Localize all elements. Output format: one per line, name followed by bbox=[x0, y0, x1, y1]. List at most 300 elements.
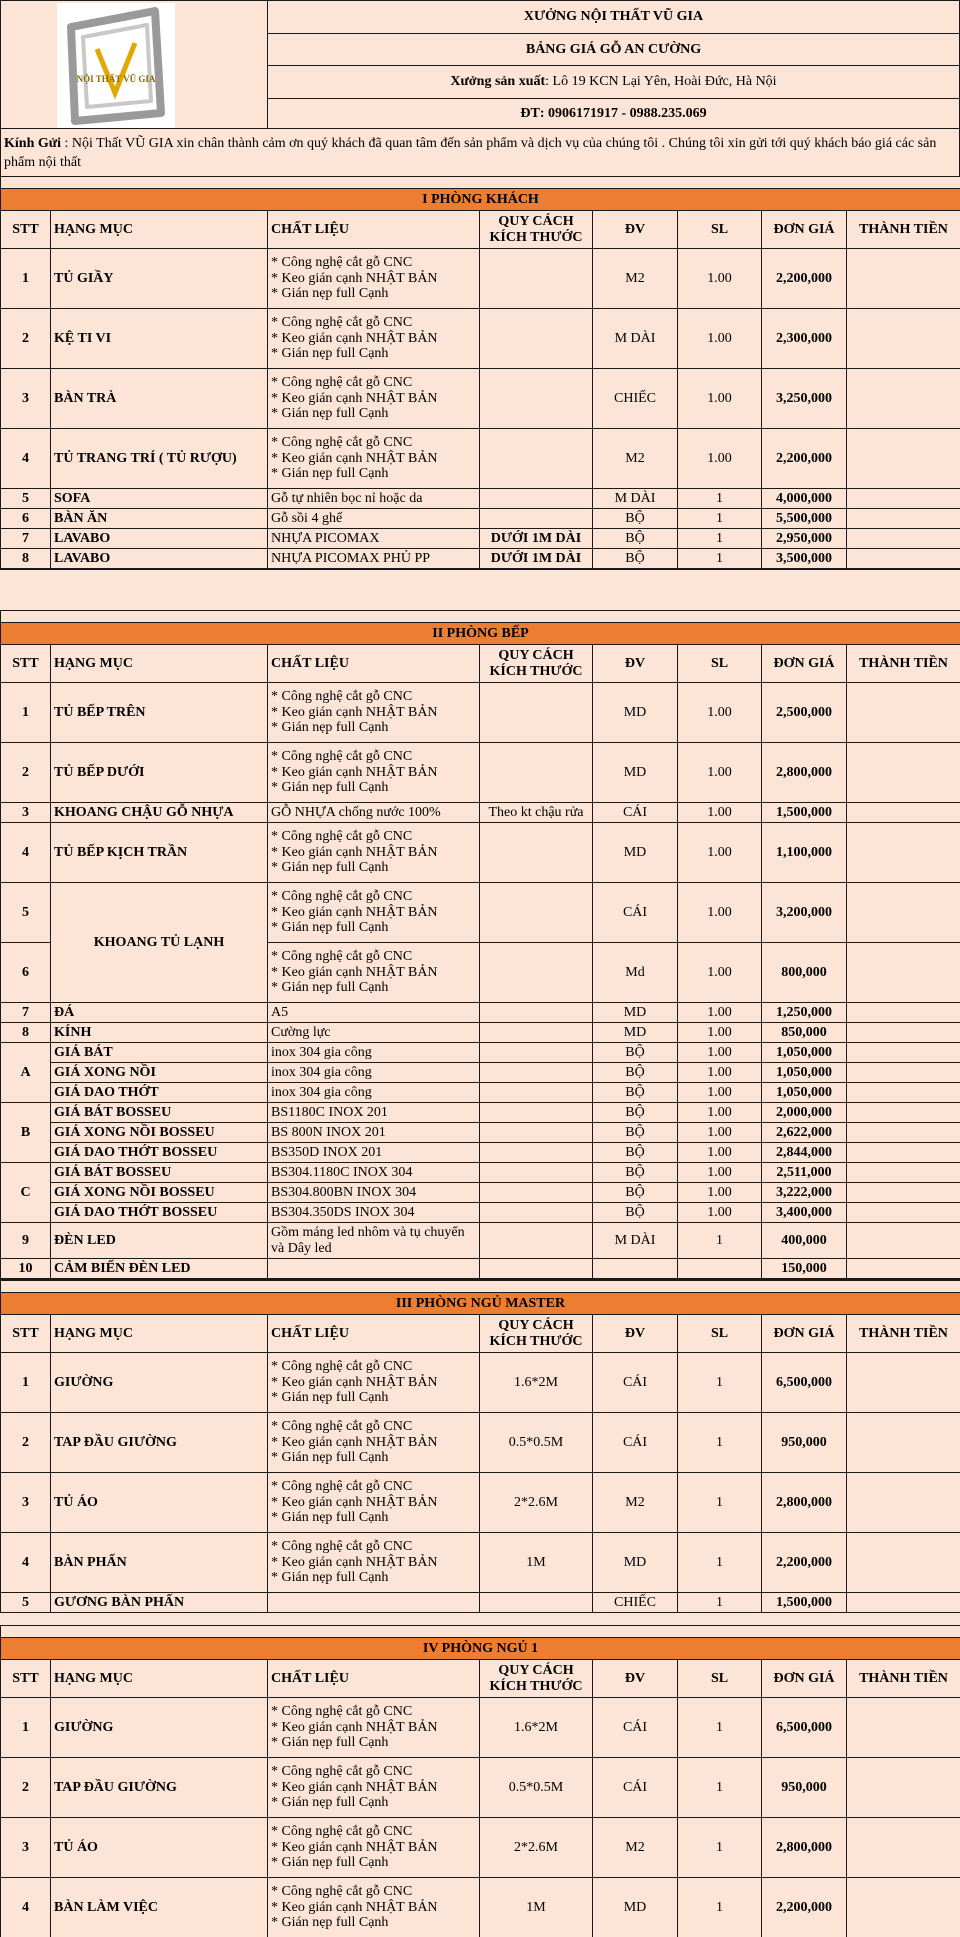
spec-cell bbox=[479, 942, 593, 1003]
column-header: CHẤT LIỆU bbox=[267, 210, 480, 249]
price-cell: 2,200,000 bbox=[761, 1532, 847, 1593]
material-cell: Gỗ sồi 4 ghế bbox=[267, 508, 480, 529]
spec-cell: 2*2.6M bbox=[479, 1472, 593, 1533]
item-name-cell: ĐÈN LED bbox=[50, 1222, 268, 1259]
material-line: * Gián nẹp full Cạnh bbox=[271, 346, 389, 362]
item-name-cell: TỦ GIẦY bbox=[50, 248, 268, 309]
column-header: HẠNG MỤC bbox=[50, 1314, 268, 1353]
material-cell bbox=[267, 682, 480, 743]
price-cell: 1,050,000 bbox=[761, 1082, 847, 1103]
item-name-cell: KHOANG TỦ LẠNH bbox=[50, 882, 268, 1003]
material-cell bbox=[267, 1352, 480, 1413]
unit-cell: MD bbox=[592, 822, 678, 883]
stt-cell: 5 bbox=[0, 488, 51, 509]
material-cell bbox=[267, 1472, 480, 1533]
material-line: * Công nghệ cắt gỗ CNC bbox=[271, 1883, 413, 1899]
unit-cell: BỘ bbox=[592, 1122, 678, 1143]
material-cell: NHỰA PICOMAX bbox=[267, 528, 480, 549]
spec-cell bbox=[479, 1202, 593, 1223]
item-name-cell: LAVABO bbox=[50, 528, 268, 549]
spec-cell: 1M bbox=[479, 1877, 593, 1937]
material-line: * Công nghệ cắt gỗ CNC bbox=[271, 1478, 413, 1494]
item-name-cell: GIƯỜNG bbox=[50, 1352, 268, 1413]
stt-cell: 3 bbox=[0, 1472, 51, 1533]
material-cell: inox 304 gia công bbox=[267, 1062, 480, 1083]
price-cell: 2,511,000 bbox=[761, 1162, 847, 1183]
item-name-cell: TỦ BẾP TRÊN bbox=[50, 682, 268, 743]
unit-cell: CÁI bbox=[592, 882, 678, 943]
total-cell bbox=[846, 1817, 960, 1878]
total-cell bbox=[846, 428, 960, 489]
material-line: * Gián nẹp full Cạnh bbox=[271, 1855, 389, 1871]
stt-cell: 1 bbox=[0, 682, 51, 743]
unit-cell: BỘ bbox=[592, 1102, 678, 1123]
spec-cell: 1.6*2M bbox=[479, 1697, 593, 1758]
unit-cell: BỘ bbox=[592, 508, 678, 529]
total-cell bbox=[846, 822, 960, 883]
total-cell bbox=[846, 1122, 960, 1143]
material-line: * Keo gián cạnh NHẬT BẢN bbox=[271, 1374, 438, 1390]
qty-cell: 1 bbox=[677, 1472, 762, 1533]
price-cell: 2,622,000 bbox=[761, 1122, 847, 1143]
column-header: ĐV bbox=[592, 1659, 678, 1698]
total-cell bbox=[846, 528, 960, 549]
price-cell: 3,222,000 bbox=[761, 1182, 847, 1203]
section-title: II PHÒNG BẾP bbox=[0, 622, 960, 645]
unit-cell: M DÀI bbox=[592, 488, 678, 509]
column-header: SL bbox=[677, 210, 762, 249]
material-line: * Keo gián cạnh NHẬT BẢN bbox=[271, 704, 438, 720]
material-cell: inox 304 gia công bbox=[267, 1042, 480, 1063]
qty-cell: 1 bbox=[677, 1532, 762, 1593]
material-cell bbox=[267, 1877, 480, 1937]
stt-cell: 9 bbox=[0, 1222, 51, 1259]
item-name-cell: ĐÁ bbox=[50, 1002, 268, 1023]
price-cell: 1,100,000 bbox=[761, 822, 847, 883]
material-line: * Gián nẹp full Cạnh bbox=[271, 1915, 389, 1931]
material-cell bbox=[267, 308, 480, 369]
item-name-cell: KÍNH bbox=[50, 1022, 268, 1043]
item-name-cell: GIÁ BÁT BOSSEU bbox=[50, 1102, 268, 1123]
stt-cell: 2 bbox=[0, 1757, 51, 1818]
material-line: * Gián nẹp full Cạnh bbox=[271, 1390, 389, 1406]
material-cell: BS304.800BN INOX 304 bbox=[267, 1182, 480, 1203]
total-cell bbox=[846, 1062, 960, 1083]
spec-cell: DƯỚI 1M DÀI bbox=[479, 548, 593, 569]
material-line: * Gián nẹp full Cạnh bbox=[271, 406, 389, 422]
total-cell bbox=[846, 1002, 960, 1023]
qty-cell: 1 bbox=[677, 548, 762, 569]
total-cell bbox=[846, 1202, 960, 1223]
material-line: * Công nghệ cắt gỗ CNC bbox=[271, 1703, 413, 1719]
price-cell: 6,500,000 bbox=[761, 1697, 847, 1758]
qty-cell: 1.00 bbox=[677, 1202, 762, 1223]
total-cell bbox=[846, 802, 960, 823]
material-line: * Keo gián cạnh NHẬT BẢN bbox=[271, 904, 438, 920]
unit-cell: Md bbox=[592, 942, 678, 1003]
qty-cell: 1 bbox=[677, 1352, 762, 1413]
unit-cell: M DÀI bbox=[592, 308, 678, 369]
material-cell bbox=[267, 1592, 480, 1613]
stt-cell: 2 bbox=[0, 742, 51, 803]
total-cell bbox=[846, 882, 960, 943]
material-line: * Keo gián cạnh NHẬT BẢN bbox=[271, 1494, 438, 1510]
item-name-cell: CẢM BIẾN ĐÈN LED bbox=[50, 1258, 268, 1279]
price-cell: 2,200,000 bbox=[761, 428, 847, 489]
spec-cell bbox=[479, 1042, 593, 1063]
spec-cell bbox=[479, 682, 593, 743]
qty-cell: 1 bbox=[677, 1222, 762, 1259]
item-name-cell: GIÁ DAO THỚT bbox=[50, 1082, 268, 1103]
stt-cell: 1 bbox=[0, 1352, 51, 1413]
unit-cell: CÁI bbox=[592, 1412, 678, 1473]
column-header: STT bbox=[0, 210, 51, 249]
item-name-cell: GIÁ XONG NỒI BOSSEU bbox=[50, 1122, 268, 1143]
material-cell bbox=[267, 368, 480, 429]
item-name-cell: GIƯỜNG bbox=[50, 1697, 268, 1758]
qty-cell: 1 bbox=[677, 488, 762, 509]
price-cell: 2,800,000 bbox=[761, 742, 847, 803]
unit-cell: M2 bbox=[592, 248, 678, 309]
spec-cell bbox=[479, 1122, 593, 1143]
spec-cell: 0.5*0.5M bbox=[479, 1757, 593, 1818]
material-line: * Gián nẹp full Cạnh bbox=[271, 466, 389, 482]
column-header: HẠNG MỤC bbox=[50, 210, 268, 249]
column-header: ĐƠN GIÁ bbox=[761, 210, 847, 249]
material-cell bbox=[267, 1412, 480, 1473]
stt-cell: C bbox=[0, 1162, 51, 1223]
item-name-cell: TỦ ÁO bbox=[50, 1817, 268, 1878]
qty-cell: 1.00 bbox=[677, 1122, 762, 1143]
qty-cell: 1.00 bbox=[677, 1182, 762, 1203]
qty-cell: 1.00 bbox=[677, 942, 762, 1003]
item-name-cell: LAVABO bbox=[50, 548, 268, 569]
item-name-cell: TỦ BẾP KỊCH TRẦN bbox=[50, 822, 268, 883]
unit-cell: BỘ bbox=[592, 1182, 678, 1203]
spec-cell: 1.6*2M bbox=[479, 1352, 593, 1413]
price-cell: 150,000 bbox=[761, 1258, 847, 1279]
material-line: * Công nghệ cắt gỗ CNC bbox=[271, 828, 413, 844]
price-cell: 4,000,000 bbox=[761, 488, 847, 509]
price-cell: 950,000 bbox=[761, 1412, 847, 1473]
unit-cell: MD bbox=[592, 742, 678, 803]
material-line: * Keo gián cạnh NHẬT BẢN bbox=[271, 1899, 438, 1915]
total-cell bbox=[846, 1412, 960, 1473]
total-cell bbox=[846, 548, 960, 569]
material-cell bbox=[267, 1697, 480, 1758]
material-line: * Keo gián cạnh NHẬT BẢN bbox=[271, 764, 438, 780]
material-line: * Công nghệ cắt gỗ CNC bbox=[271, 434, 413, 450]
material-cell: BS350D INOX 201 bbox=[267, 1142, 480, 1163]
price-cell: 2,500,000 bbox=[761, 682, 847, 743]
pricelist-title: BẢNG GIÁ GỖ AN CƯỜNG bbox=[267, 33, 960, 66]
spec-cell bbox=[479, 368, 593, 429]
total-cell bbox=[846, 1877, 960, 1937]
total-cell bbox=[846, 1472, 960, 1533]
stt-cell: 4 bbox=[0, 1877, 51, 1937]
material-cell bbox=[267, 1817, 480, 1878]
qty-cell: 1.00 bbox=[677, 1102, 762, 1123]
material-cell bbox=[267, 742, 480, 803]
spec-cell bbox=[479, 1002, 593, 1023]
column-header: THÀNH TIỀN bbox=[846, 210, 960, 249]
section-title: III PHÒNG NGỦ MASTER bbox=[0, 1292, 960, 1315]
column-header: CHẤT LIỆU bbox=[267, 644, 480, 683]
stt-cell: 3 bbox=[0, 802, 51, 823]
total-cell bbox=[846, 682, 960, 743]
material-line: * Công nghệ cắt gỗ CNC bbox=[271, 374, 413, 390]
qty-cell: 1.00 bbox=[677, 822, 762, 883]
material-line: * Công nghệ cắt gỗ CNC bbox=[271, 1763, 413, 1779]
item-name-cell: TỦ TRANG TRÍ ( TỦ RƯỢU) bbox=[50, 428, 268, 489]
material-line: * Keo gián cạnh NHẬT BẢN bbox=[271, 390, 438, 406]
stt-cell: 10 bbox=[0, 1258, 51, 1279]
stt-cell: 7 bbox=[0, 1002, 51, 1023]
price-cell: 3,200,000 bbox=[761, 882, 847, 943]
spec-cell bbox=[479, 1592, 593, 1613]
stt-cell: 4 bbox=[0, 822, 51, 883]
logo-wordmark: NỘI THẤT VŨ GIA bbox=[76, 73, 156, 84]
qty-cell: 1 bbox=[677, 1412, 762, 1473]
price-cell: 6,500,000 bbox=[761, 1352, 847, 1413]
material-cell bbox=[267, 1258, 480, 1279]
price-cell: 3,250,000 bbox=[761, 368, 847, 429]
column-header: THÀNH TIỀN bbox=[846, 1659, 960, 1698]
unit-cell: BỘ bbox=[592, 1162, 678, 1183]
total-cell bbox=[846, 1042, 960, 1063]
spec-cell bbox=[479, 1082, 593, 1103]
unit-cell: M2 bbox=[592, 1817, 678, 1878]
total-cell bbox=[846, 488, 960, 509]
column-header: STT bbox=[0, 1314, 51, 1353]
unit-cell: BỘ bbox=[592, 1062, 678, 1083]
material-cell bbox=[267, 248, 480, 309]
total-cell bbox=[846, 368, 960, 429]
item-name-cell: GIÁ DAO THỚT BOSSEU bbox=[50, 1202, 268, 1223]
company-logo bbox=[57, 3, 175, 128]
total-cell bbox=[846, 1162, 960, 1183]
item-name-cell: TỦ BẾP DƯỚI bbox=[50, 742, 268, 803]
price-cell: 2,200,000 bbox=[761, 248, 847, 309]
material-cell: Gỗ tự nhiên bọc nỉ hoặc da bbox=[267, 488, 480, 509]
price-cell: 3,500,000 bbox=[761, 548, 847, 569]
spec-cell bbox=[479, 882, 593, 943]
item-name-cell: GIÁ DAO THỚT BOSSEU bbox=[50, 1142, 268, 1163]
total-cell bbox=[846, 1102, 960, 1123]
column-header: QUY CÁCH KÍCH THƯỚC bbox=[479, 1659, 593, 1698]
material-line: * Công nghệ cắt gỗ CNC bbox=[271, 748, 413, 764]
total-cell bbox=[846, 1592, 960, 1613]
unit-cell: MD bbox=[592, 1002, 678, 1023]
total-cell bbox=[846, 1082, 960, 1103]
section-title: IV PHÒNG NGỦ 1 bbox=[0, 1637, 960, 1660]
item-name-cell: GIÁ BÁT bbox=[50, 1042, 268, 1063]
column-header: ĐƠN GIÁ bbox=[761, 1659, 847, 1698]
material-line: * Gián nẹp full Cạnh bbox=[271, 1735, 389, 1751]
column-header: HẠNG MỤC bbox=[50, 644, 268, 683]
spec-cell bbox=[479, 1258, 593, 1279]
column-header: THÀNH TIỀN bbox=[846, 644, 960, 683]
material-cell bbox=[267, 822, 480, 883]
stt-cell: 8 bbox=[0, 1022, 51, 1043]
stt-cell: 4 bbox=[0, 428, 51, 489]
total-cell bbox=[846, 1142, 960, 1163]
unit-cell: BỘ bbox=[592, 1082, 678, 1103]
spec-cell bbox=[479, 742, 593, 803]
material-line: * Công nghệ cắt gỗ CNC bbox=[271, 314, 413, 330]
price-cell: 400,000 bbox=[761, 1222, 847, 1259]
stt-cell: 2 bbox=[0, 308, 51, 369]
stt-cell: 1 bbox=[0, 1697, 51, 1758]
qty-cell: 1.00 bbox=[677, 248, 762, 309]
unit-cell: CÁI bbox=[592, 1352, 678, 1413]
price-cell: 800,000 bbox=[761, 942, 847, 1003]
spec-cell bbox=[479, 822, 593, 883]
price-cell: 2,300,000 bbox=[761, 308, 847, 369]
item-name-cell: GIÁ XONG NỒI bbox=[50, 1062, 268, 1083]
material-line: * Gián nẹp full Cạnh bbox=[271, 1510, 389, 1526]
qty-cell: 1.00 bbox=[677, 682, 762, 743]
column-header: ĐV bbox=[592, 1314, 678, 1353]
unit-cell: CÁI bbox=[592, 1697, 678, 1758]
stt-cell: 3 bbox=[0, 368, 51, 429]
stt-cell: 8 bbox=[0, 548, 51, 569]
stt-cell: A bbox=[0, 1042, 51, 1103]
column-header: SL bbox=[677, 644, 762, 683]
spec-cell bbox=[479, 1162, 593, 1183]
stt-cell: 7 bbox=[0, 528, 51, 549]
price-cell: 1,250,000 bbox=[761, 1002, 847, 1023]
material-cell: BS304.350DS INOX 304 bbox=[267, 1202, 480, 1223]
price-cell: 950,000 bbox=[761, 1757, 847, 1818]
total-cell bbox=[846, 248, 960, 309]
material-line: * Keo gián cạnh NHẬT BẢN bbox=[271, 1839, 438, 1855]
item-name-cell: KHOANG CHẬU GỖ NHỰA bbox=[50, 802, 268, 823]
material-line: * Keo gián cạnh NHẬT BẢN bbox=[271, 270, 438, 286]
material-cell: Gồm máng led nhôm và tụ chuyển và Dây led bbox=[267, 1222, 480, 1259]
total-cell bbox=[846, 742, 960, 803]
item-name-cell: GIÁ XONG NỒI BOSSEU bbox=[50, 1182, 268, 1203]
material-cell bbox=[267, 428, 480, 489]
item-name-cell: BÀN TRÀ bbox=[50, 368, 268, 429]
price-cell: 1,050,000 bbox=[761, 1062, 847, 1083]
material-cell: BS1180C INOX 201 bbox=[267, 1102, 480, 1123]
spec-cell bbox=[479, 488, 593, 509]
price-cell: 2,800,000 bbox=[761, 1472, 847, 1533]
material-cell: BS 800N INOX 201 bbox=[267, 1122, 480, 1143]
material-line: * Keo gián cạnh NHẬT BẢN bbox=[271, 450, 438, 466]
item-name-cell: BÀN ĂN bbox=[50, 508, 268, 529]
spec-cell bbox=[479, 1022, 593, 1043]
total-cell bbox=[846, 1532, 960, 1593]
phone-label: ĐT bbox=[520, 105, 540, 121]
qty-cell: 1.00 bbox=[677, 1002, 762, 1023]
unit-cell: MD bbox=[592, 682, 678, 743]
column-header: SL bbox=[677, 1314, 762, 1353]
material-cell: A5 bbox=[267, 1002, 480, 1023]
spec-cell: 0.5*0.5M bbox=[479, 1412, 593, 1473]
price-cell: 850,000 bbox=[761, 1022, 847, 1043]
stt-cell: 4 bbox=[0, 1532, 51, 1593]
factory-address bbox=[267, 65, 960, 99]
greeting-label: Kính Gửi bbox=[4, 136, 62, 151]
material-line: * Gián nẹp full Cạnh bbox=[271, 1450, 389, 1466]
material-line: * Gián nẹp full Cạnh bbox=[271, 1795, 389, 1811]
price-cell: 2,950,000 bbox=[761, 528, 847, 549]
stt-cell: 5 bbox=[0, 1592, 51, 1613]
qty-cell: 1.00 bbox=[677, 882, 762, 943]
logo-emblem-icon bbox=[57, 3, 175, 128]
stt-cell: 5 bbox=[0, 882, 51, 943]
spacer-row bbox=[0, 568, 960, 570]
material-cell: NHỰA PICOMAX PHỦ PP bbox=[267, 548, 480, 569]
column-header: CHẤT LIỆU bbox=[267, 1659, 480, 1698]
material-line: * Gián nẹp full Cạnh bbox=[271, 780, 389, 796]
spec-cell bbox=[479, 248, 593, 309]
spec-cell: 1M bbox=[479, 1532, 593, 1593]
unit-cell: CHIẾC bbox=[592, 1592, 678, 1613]
stt-cell: 3 bbox=[0, 1817, 51, 1878]
material-cell bbox=[267, 882, 480, 943]
column-header: QUY CÁCH KÍCH THƯỚC bbox=[479, 210, 593, 249]
material-cell: BS304.1180C INOX 304 bbox=[267, 1162, 480, 1183]
stt-cell: 1 bbox=[0, 248, 51, 309]
stt-cell: 6 bbox=[0, 508, 51, 529]
qty-cell: 1.00 bbox=[677, 428, 762, 489]
material-line: * Công nghệ cắt gỗ CNC bbox=[271, 1418, 413, 1434]
total-cell bbox=[846, 1757, 960, 1818]
spec-cell bbox=[479, 1182, 593, 1203]
factory-label: Xưởng sản xuất bbox=[450, 74, 546, 90]
material-line: * Gián nẹp full Cạnh bbox=[271, 980, 389, 996]
material-line: * Công nghệ cắt gỗ CNC bbox=[271, 888, 413, 904]
material-line: * Công nghệ cắt gỗ CNC bbox=[271, 1538, 413, 1554]
material-line: * Keo gián cạnh NHẬT BẢN bbox=[271, 330, 438, 346]
item-name-cell: SOFA bbox=[50, 488, 268, 509]
qty-cell: 1.00 bbox=[677, 1062, 762, 1083]
unit-cell: CÁI bbox=[592, 1757, 678, 1818]
spec-cell bbox=[479, 428, 593, 489]
total-cell bbox=[846, 1697, 960, 1758]
material-cell: inox 304 gia công bbox=[267, 1082, 480, 1103]
column-header: STT bbox=[0, 644, 51, 683]
spec-cell bbox=[479, 1222, 593, 1259]
unit-cell: BỘ bbox=[592, 528, 678, 549]
price-cell: 5,500,000 bbox=[761, 508, 847, 529]
material-line: * Keo gián cạnh NHẬT BẢN bbox=[271, 1554, 438, 1570]
column-header: ĐV bbox=[592, 644, 678, 683]
phone-value: : 0906171917 - 0988.235.069 bbox=[539, 105, 707, 121]
column-header: ĐƠN GIÁ bbox=[761, 1314, 847, 1353]
qty-cell bbox=[677, 1258, 762, 1279]
qty-cell: 1 bbox=[677, 1817, 762, 1878]
stt-cell: 6 bbox=[0, 942, 51, 1003]
qty-cell: 1.00 bbox=[677, 1162, 762, 1183]
material-line: * Công nghệ cắt gỗ CNC bbox=[271, 948, 413, 964]
material-cell: Cường lực bbox=[267, 1022, 480, 1043]
stt-cell: B bbox=[0, 1102, 51, 1163]
price-cell: 2,000,000 bbox=[761, 1102, 847, 1123]
total-cell bbox=[846, 1182, 960, 1203]
material-line: * Keo gián cạnh NHẬT BẢN bbox=[271, 844, 438, 860]
item-name-cell: BÀN LÀM VIỆC bbox=[50, 1877, 268, 1937]
unit-cell: MD bbox=[592, 1877, 678, 1937]
total-cell bbox=[846, 942, 960, 1003]
unit-cell: CHIẾC bbox=[592, 368, 678, 429]
item-name-cell: TAP ĐẦU GIƯỜNG bbox=[50, 1757, 268, 1818]
price-cell: 1,050,000 bbox=[761, 1042, 847, 1063]
greeting-text: : Nội Thất VŨ GIA xin chân thành cảm ơn quý khách đã quan tâm đến sản phẩm và dịch vụ của chúng tôi . Chúng tôi xin gửi tới quý khách báo giá các sản phẩm nội thất bbox=[4, 136, 937, 170]
